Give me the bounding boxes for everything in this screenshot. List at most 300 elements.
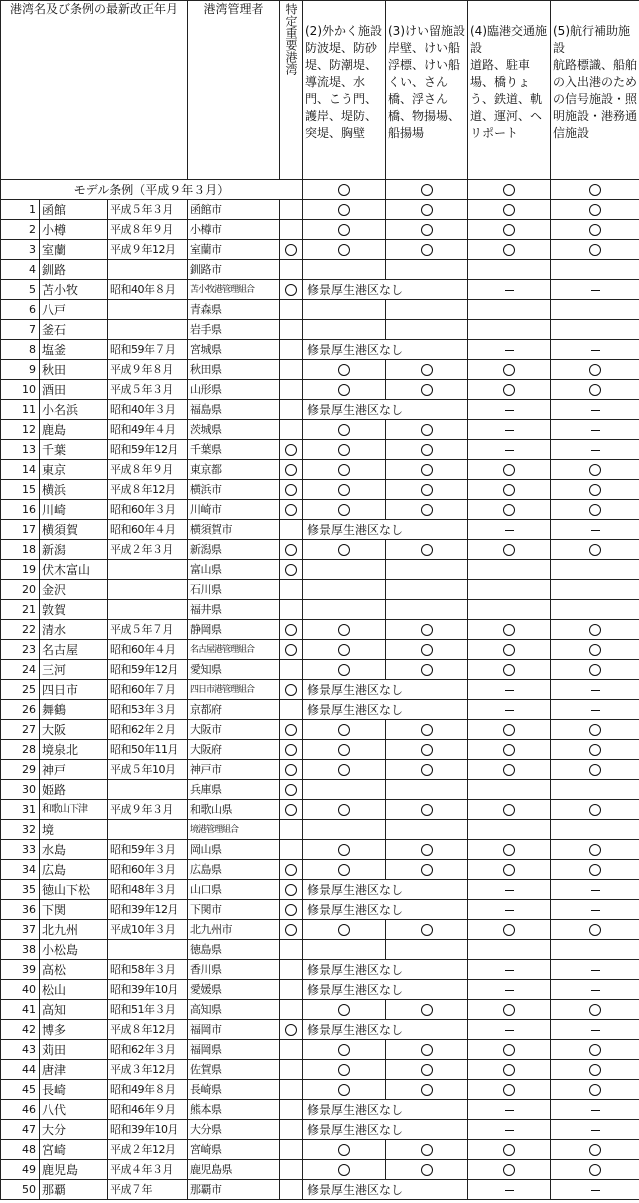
port-name: 小名浜 (40, 400, 108, 420)
facility-mark-5 (551, 360, 639, 380)
facility-mark-3 (386, 260, 468, 280)
circle-icon (503, 644, 515, 656)
port-name: 室蘭 (40, 240, 108, 260)
facility-note: 修景厚生港区なし (303, 900, 468, 920)
circle-icon (421, 224, 433, 236)
special-important-mark (280, 240, 303, 260)
table-row (1, 920, 639, 940)
port-name: 八戸 (40, 300, 108, 320)
revision-date: 平成９年12月 (108, 240, 188, 260)
table-row (1, 580, 639, 600)
facility-mark-3 (386, 1060, 468, 1080)
facility-mark-3 (386, 840, 468, 860)
facility-mark-5 (551, 740, 639, 760)
facility-mark-3 (386, 740, 468, 760)
revision-date: 昭和39年12月 (108, 900, 188, 920)
facility-mark-4 (468, 840, 551, 860)
port-name: 徳山下松 (40, 880, 108, 900)
facility-5-desc: 航路標識、船舶の入出港のための信号施設・照明施設・港務通信施設 (553, 58, 638, 140)
port-manager: 横須賀市 (188, 520, 280, 540)
port-name: 鹿児島 (40, 1160, 108, 1180)
port-manager: 大阪市 (188, 720, 280, 740)
facility-mark-3 (386, 1140, 468, 1160)
special-important-mark (280, 600, 303, 620)
special-important-mark (280, 500, 303, 520)
circle-icon (338, 204, 350, 216)
revision-date: 昭和59年３月 (108, 840, 188, 860)
facility-mark-4 (468, 1100, 551, 1120)
port-name: 金沢 (40, 580, 108, 600)
port-manager: 和歌山県 (188, 800, 280, 820)
facility-mark-2 (303, 720, 386, 740)
facility-mark-2 (303, 360, 386, 380)
circle-icon (503, 1144, 515, 1156)
circle-icon (421, 664, 433, 676)
revision-date: 昭和59年７月 (108, 340, 188, 360)
port-number: 48 (1, 1140, 40, 1160)
revision-date: 平成８年９月 (108, 220, 188, 240)
facility-mark-4 (468, 240, 551, 260)
port-manager: 四日市港管理組合 (188, 680, 280, 700)
facility-mark-3 (386, 860, 468, 880)
table-row (1, 440, 639, 460)
facility-mark-2 (303, 840, 386, 860)
table-row (1, 680, 639, 700)
port-name: 苫小牧 (40, 280, 108, 300)
port-number: 37 (1, 920, 40, 940)
circle-icon (338, 224, 350, 236)
port-name: 新潟 (40, 540, 108, 560)
facility-mark-4 (468, 540, 551, 560)
table-row (1, 840, 639, 860)
table-row (1, 1000, 639, 1020)
facility-mark-4 (468, 320, 551, 340)
circle-icon (589, 724, 601, 736)
table-row (1, 740, 639, 760)
port-manager: 青森県 (188, 300, 280, 320)
revision-date: 昭和39年10月 (108, 980, 188, 1000)
facility-mark-3 (386, 560, 468, 580)
circle-icon (338, 1064, 350, 1076)
facility-mark-4 (468, 1120, 551, 1140)
revision-date (108, 600, 188, 620)
facility-mark-3 (386, 320, 468, 340)
facility-mark-5 (551, 320, 639, 340)
circle-icon (285, 624, 297, 636)
facility-mark-3 (386, 460, 468, 480)
port-manager: 高知県 (188, 1000, 280, 1020)
facility-mark-2 (303, 1160, 386, 1180)
revision-date: 昭和60年７月 (108, 680, 188, 700)
circle-icon (338, 384, 350, 396)
circle-icon (421, 1144, 433, 1156)
special-important-mark (280, 560, 303, 580)
circle-icon (589, 484, 601, 496)
facility-mark-3 (386, 580, 468, 600)
circle-icon (589, 504, 601, 516)
facility-mark-4 (468, 640, 551, 660)
port-manager: 福井県 (188, 600, 280, 620)
facility-mark-5 (551, 900, 639, 920)
table-row (1, 220, 639, 240)
port-manager: 秋田県 (188, 360, 280, 380)
dash-icon (591, 350, 600, 351)
table-row (1, 380, 639, 400)
port-name: 博多 (40, 1020, 108, 1040)
facility-mark-4 (468, 580, 551, 600)
revision-date: 昭和60年３月 (108, 860, 188, 880)
facility-mark-3 (386, 540, 468, 560)
port-manager: 室蘭市 (188, 240, 280, 260)
facility-mark-2 (303, 640, 386, 660)
facility-mark-2 (303, 820, 386, 840)
revision-date: 昭和46年９月 (108, 1100, 188, 1120)
circle-icon (338, 1004, 350, 1016)
circle-icon (338, 244, 350, 256)
table-row (1, 1020, 639, 1040)
port-number: 8 (1, 340, 40, 360)
special-important-mark (280, 860, 303, 880)
revision-date: 平成５年３月 (108, 200, 188, 220)
dash-icon (505, 1110, 514, 1111)
facility-mark-3 (386, 800, 468, 820)
facility-mark-2 (303, 660, 386, 680)
facility-mark-4 (468, 340, 551, 360)
circle-icon (421, 724, 433, 736)
revision-date: 平成８年９月 (108, 460, 188, 480)
circle-icon (285, 724, 297, 736)
port-name: 伏木富山 (40, 560, 108, 580)
port-number: 38 (1, 940, 40, 960)
special-important-mark (280, 200, 303, 220)
circle-icon (589, 1004, 601, 1016)
circle-icon (503, 1064, 515, 1076)
facility-mark-4 (468, 1040, 551, 1060)
facility-mark-5 (551, 220, 639, 240)
revision-date: 平成５年７月 (108, 620, 188, 640)
table-row (1, 300, 639, 320)
circle-icon (421, 1004, 433, 1016)
special-important-mark (280, 700, 303, 720)
facility-mark-2 (303, 1040, 386, 1060)
table-row (1, 560, 639, 580)
table-row (1, 620, 639, 640)
facility-note: 修景厚生港区なし (303, 520, 468, 540)
special-important-mark (280, 1100, 303, 1120)
facility-mark-5 (551, 580, 639, 600)
special-important-mark (280, 940, 303, 960)
port-manager: 千葉県 (188, 440, 280, 460)
facility-mark-3 (386, 360, 468, 380)
circle-icon (338, 1164, 350, 1176)
port-number: 2 (1, 220, 40, 240)
circle-icon (589, 364, 601, 376)
facility-mark-4 (468, 960, 551, 980)
table-row (1, 1120, 639, 1140)
facility-5-title: (5)航行補助施設 (553, 24, 630, 55)
circle-icon (421, 384, 433, 396)
revision-date: 昭和58年３月 (108, 960, 188, 980)
circle-icon (503, 364, 515, 376)
facility-mark-4 (468, 500, 551, 520)
facility-mark-4 (468, 1160, 551, 1180)
table-row (1, 760, 639, 780)
facility-mark-5 (551, 480, 639, 500)
facility-mark-4 (468, 1000, 551, 1020)
facility-mark-3 (386, 1160, 468, 1180)
facility-mark-3 (386, 940, 468, 960)
special-important-mark (280, 1180, 303, 1200)
special-important-mark (280, 680, 303, 700)
dash-icon (591, 1130, 600, 1131)
facility-mark-3 (386, 1000, 468, 1020)
circle-icon (338, 804, 350, 816)
special-important-mark (280, 820, 303, 840)
special-important-mark (280, 1040, 303, 1060)
facility-2-desc: 防波堤、防砂堤、防潮堤、導流堤、水門、こう門、護岸、堤防、突堤、胸壁 (305, 41, 378, 140)
circle-icon (421, 844, 433, 856)
facility-mark-2 (303, 600, 386, 620)
table-row (1, 660, 639, 680)
revision-date (108, 260, 188, 280)
revision-date: 昭和50年11月 (108, 740, 188, 760)
circle-icon (338, 864, 350, 876)
facility-mark-5 (551, 340, 639, 360)
circle-icon (338, 464, 350, 476)
port-manager: 北九州市 (188, 920, 280, 940)
revision-date: 平成８年12月 (108, 1020, 188, 1040)
port-number: 12 (1, 420, 40, 440)
special-important-mark (280, 1120, 303, 1140)
facility-mark-2 (303, 580, 386, 600)
revision-date (108, 580, 188, 600)
port-number: 21 (1, 600, 40, 620)
revision-date: 昭和62年３月 (108, 1040, 188, 1060)
table-row (1, 800, 639, 820)
port-name: 小松島 (40, 940, 108, 960)
table-row (1, 860, 639, 880)
revision-date: 平成８年12月 (108, 480, 188, 500)
circle-icon (589, 644, 601, 656)
facility-note: 修景厚生港区なし (303, 880, 468, 900)
table-row (1, 1160, 639, 1180)
port-name: 姫路 (40, 780, 108, 800)
circle-icon (338, 484, 350, 496)
facility-mark-3 (386, 440, 468, 460)
circle-icon (503, 724, 515, 736)
circle-icon (503, 1004, 515, 1016)
port-name: 水島 (40, 840, 108, 860)
facility-mark-4 (468, 420, 551, 440)
port-number: 49 (1, 1160, 40, 1180)
revision-date: 昭和51年３月 (108, 1000, 188, 1020)
circle-icon (589, 1044, 601, 1056)
circle-icon (503, 184, 515, 196)
facility-mark-3 (386, 780, 468, 800)
circle-icon (589, 1064, 601, 1076)
table-row (1, 1180, 639, 1200)
port-number: 27 (1, 720, 40, 740)
facility-note: 修景厚生港区なし (303, 1020, 468, 1040)
circle-icon (503, 1044, 515, 1056)
circle-icon (589, 204, 601, 216)
special-important-mark (280, 780, 303, 800)
port-manager: 福岡市 (188, 1020, 280, 1040)
facility-mark-5 (551, 1120, 639, 1140)
circle-icon (285, 464, 297, 476)
port-number: 11 (1, 400, 40, 420)
port-number: 16 (1, 500, 40, 520)
port-manager: 苫小牧港管理組合 (188, 280, 280, 300)
facility-mark-5 (551, 760, 639, 780)
revision-date (108, 560, 188, 580)
circle-icon (421, 204, 433, 216)
facility-mark-3 (386, 1080, 468, 1100)
port-manager: 函館市 (188, 200, 280, 220)
port-name: 長崎 (40, 1080, 108, 1100)
facility-4-title: (4)臨港交通施設 (470, 24, 547, 55)
port-manager: 茨城県 (188, 420, 280, 440)
circle-icon (589, 1144, 601, 1156)
port-name: 大阪 (40, 720, 108, 740)
port-manager: 那覇市 (188, 1180, 280, 1200)
circle-icon (503, 204, 515, 216)
table-row (1, 600, 639, 620)
facility-4-desc: 道路、駐車場、橋りょう、鉄道、軌道、運河、ヘリポート (470, 58, 543, 140)
revision-date: 平成２年12月 (108, 1140, 188, 1160)
facility-mark-5 (551, 280, 639, 300)
dash-icon (505, 890, 514, 891)
circle-icon (421, 244, 433, 256)
dash-icon (505, 410, 514, 411)
table-row (1, 980, 639, 1000)
table-row (1, 320, 639, 340)
facility-note: 修景厚生港区なし (303, 700, 468, 720)
special-important-mark (280, 480, 303, 500)
port-number: 14 (1, 460, 40, 480)
port-number: 19 (1, 560, 40, 580)
circle-icon (503, 664, 515, 676)
facility-mark-3 (386, 760, 468, 780)
port-name: 塩釜 (40, 340, 108, 360)
port-name: 東京 (40, 460, 108, 480)
facility-mark-4 (468, 980, 551, 1000)
circle-icon (285, 504, 297, 516)
facility-mark-3 (386, 240, 468, 260)
facility-mark-5 (551, 1160, 639, 1180)
special-important-mark (280, 460, 303, 480)
facility-mark-2 (303, 440, 386, 460)
facility-mark-2 (303, 540, 386, 560)
facility-mark-4 (468, 760, 551, 780)
port-number: 3 (1, 240, 40, 260)
special-important-mark (280, 360, 303, 380)
port-name: 高知 (40, 1000, 108, 1020)
circle-icon (503, 844, 515, 856)
circle-icon (421, 624, 433, 636)
facility-mark-2 (303, 220, 386, 240)
model-mark-2 (303, 180, 386, 200)
circle-icon (421, 1164, 433, 1176)
port-name: 釧路 (40, 260, 108, 280)
port-name: 舞鶴 (40, 700, 108, 720)
dash-icon (591, 910, 600, 911)
revision-date: 昭和59年12月 (108, 660, 188, 680)
circle-icon (285, 924, 297, 936)
circle-icon (421, 484, 433, 496)
facility-mark-2 (303, 240, 386, 260)
facility-mark-5 (551, 960, 639, 980)
table-row (1, 540, 639, 560)
facility-mark-5 (551, 600, 639, 620)
table-row (1, 1060, 639, 1080)
special-important-mark (280, 1080, 303, 1100)
facility-mark-4 (468, 220, 551, 240)
dash-icon (591, 990, 600, 991)
dash-icon (505, 1030, 514, 1031)
dash-icon (591, 970, 600, 971)
facility-mark-5 (551, 620, 639, 640)
model-mark-5 (551, 180, 639, 200)
circle-icon (589, 244, 601, 256)
port-name: 宮崎 (40, 1140, 108, 1160)
model-mark-3 (386, 180, 468, 200)
facility-mark-4 (468, 280, 551, 300)
port-manager: 横浜市 (188, 480, 280, 500)
facility-mark-3 (386, 600, 468, 620)
circle-icon (589, 764, 601, 776)
revision-date: 平成９年３月 (108, 800, 188, 820)
special-important-mark (280, 800, 303, 820)
port-manager: 富山県 (188, 560, 280, 580)
port-number: 4 (1, 260, 40, 280)
special-important-mark (280, 320, 303, 340)
facility-note: 修景厚生港区なし (303, 980, 468, 1000)
revision-date: 昭和39年10月 (108, 1120, 188, 1140)
facility-mark-5 (551, 820, 639, 840)
circle-icon (421, 804, 433, 816)
dash-icon (505, 1190, 514, 1191)
facility-mark-3 (386, 920, 468, 940)
facility-mark-2 (303, 480, 386, 500)
circle-icon (421, 1064, 433, 1076)
circle-icon (421, 444, 433, 456)
port-number: 41 (1, 1000, 40, 1020)
port-manager: 境港管理組合 (188, 820, 280, 840)
header-name-date (1, 1, 188, 180)
port-number: 20 (1, 580, 40, 600)
facility-mark-4 (468, 1020, 551, 1040)
dash-icon (591, 410, 600, 411)
facility-mark-2 (303, 1140, 386, 1160)
revision-date: 昭和48年３月 (108, 880, 188, 900)
circle-icon (285, 884, 297, 896)
circle-icon (421, 464, 433, 476)
circle-icon (338, 424, 350, 436)
revision-date: 平成４年３月 (108, 1160, 188, 1180)
facility-mark-4 (468, 1180, 551, 1200)
circle-icon (589, 1084, 601, 1096)
port-number: 25 (1, 680, 40, 700)
facility-mark-3 (386, 220, 468, 240)
table-row (1, 780, 639, 800)
circle-icon (285, 764, 297, 776)
port-number: 35 (1, 880, 40, 900)
port-manager: 広島県 (188, 860, 280, 880)
port-manager: 東京都 (188, 460, 280, 480)
port-name: 酒田 (40, 380, 108, 400)
facility-mark-3 (386, 420, 468, 440)
